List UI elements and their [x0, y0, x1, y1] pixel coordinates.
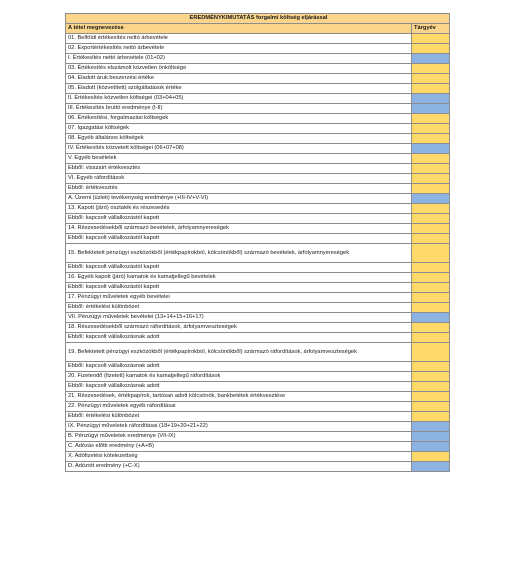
table-row — [66, 382, 450, 392]
row-label: IX. Pénzügyi műveletek ráfordításai (18+19+20+21+22) — [66, 422, 412, 432]
row-label: Ebből: kapcsolt vállalkozásnak adott — [66, 382, 412, 392]
column-header-value: Tárgyév — [412, 24, 450, 34]
table-row — [66, 64, 450, 74]
value-cell[interactable] — [412, 64, 450, 74]
value-cell[interactable] — [412, 214, 450, 224]
table-row — [66, 104, 450, 114]
table-row — [66, 372, 450, 382]
row-label: X. Adófizetési kötelezettség — [66, 452, 412, 462]
table-row — [66, 432, 450, 442]
value-cell[interactable] — [412, 343, 450, 362]
row-label: IV. Értékesítés közvetett költségei (06+07+08) — [66, 144, 412, 154]
table-row — [66, 283, 450, 293]
table-row — [66, 134, 450, 144]
table-row — [66, 442, 450, 452]
row-label: 01. Belföldi értékesítés nettó árbevétele — [66, 34, 412, 44]
value-cell[interactable] — [412, 74, 450, 84]
value-cell[interactable] — [412, 273, 450, 283]
table-row — [66, 402, 450, 412]
value-cell[interactable] — [412, 323, 450, 333]
value-cell[interactable] — [412, 164, 450, 174]
table-row — [66, 313, 450, 323]
value-cell[interactable] — [412, 54, 450, 64]
row-label: Ebből: visszaírt értékvesztés — [66, 164, 412, 174]
value-cell[interactable] — [412, 234, 450, 244]
table-row — [66, 124, 450, 134]
value-cell[interactable] — [412, 94, 450, 104]
value-cell[interactable] — [412, 452, 450, 462]
row-label: 19. Befektetett pénzügyi eszközökből (értékpapírokból, kölcsönökből) származó ráfordítások, árfolyamveszteségek — [66, 343, 412, 362]
table-row — [66, 293, 450, 303]
row-label: Ebből: kapcsolt vállalkozástól kapott — [66, 214, 412, 224]
value-cell[interactable] — [412, 333, 450, 343]
value-cell[interactable] — [412, 104, 450, 114]
table-title-row — [66, 14, 450, 24]
row-label: 02. Exportértékesítés nettó árbevétele — [66, 44, 412, 54]
value-cell[interactable] — [412, 34, 450, 44]
value-cell[interactable] — [412, 283, 450, 293]
table-row — [66, 333, 450, 343]
value-cell[interactable] — [412, 412, 450, 422]
table-row — [66, 84, 450, 94]
value-cell[interactable] — [412, 442, 450, 452]
value-cell[interactable] — [412, 174, 450, 184]
table-row — [66, 114, 450, 124]
value-cell[interactable] — [412, 134, 450, 144]
row-label: 21. Részesedések, értékpapírok, tartósan adott kölcsönök, bankbetétek értékvesztése — [66, 392, 412, 402]
value-cell[interactable] — [412, 244, 450, 263]
value-cell[interactable] — [412, 313, 450, 323]
row-label: II. Értékesítés közvetlen költségei (03+04+05) — [66, 94, 412, 104]
row-label: 13. Kapott (járó) osztalék és részesedés — [66, 204, 412, 214]
value-cell[interactable] — [412, 224, 450, 234]
table-row — [66, 194, 450, 204]
row-label: B. Pénzügyi műveletek eredménye (VII-IX) — [66, 432, 412, 442]
row-label: 16. Egyéb kapott (járó) kamatok és kamatjellegű bevételek — [66, 273, 412, 283]
table-row — [66, 273, 450, 283]
value-cell[interactable] — [412, 184, 450, 194]
row-label: Ebből: értékelési különbözet — [66, 412, 412, 422]
table-row — [66, 263, 450, 273]
table-row — [66, 462, 450, 472]
row-label: Ebből: kapcsolt vállalkozásnak adott — [66, 362, 412, 372]
row-label: I. Értékesítés nettó árbevétele (01+02) — [66, 54, 412, 64]
table-row — [66, 343, 450, 362]
row-label: Ebből: kapcsolt vállalkozásnak adott — [66, 333, 412, 343]
value-cell[interactable] — [412, 84, 450, 94]
row-label: Ebből: értékelési különbözet — [66, 303, 412, 313]
row-label: 07. Igazgatási költségek — [66, 124, 412, 134]
value-cell[interactable] — [412, 124, 450, 134]
table-row — [66, 422, 450, 432]
row-label: Ebből: kapcsolt vállalkozástól kapott — [66, 263, 412, 273]
table-row — [66, 54, 450, 64]
table-row — [66, 144, 450, 154]
value-cell[interactable] — [412, 154, 450, 164]
value-cell[interactable] — [412, 293, 450, 303]
row-label: 03. Értékesítés elszámolt közvetlen önköltsége — [66, 64, 412, 74]
row-label: 18. Részesedésekből származó ráfordítások, árfolyamveszteségek — [66, 323, 412, 333]
table-row — [66, 323, 450, 333]
table-row — [66, 234, 450, 244]
row-label: Ebből: kapcsolt vállalkozástól kapott — [66, 234, 412, 244]
table-title: EREDMÉNYKIMUTATÁS forgalmi költség eljárással — [66, 14, 450, 24]
table-row — [66, 244, 450, 263]
value-cell[interactable] — [412, 194, 450, 204]
row-label: 06. Értékesítési, forgalmazási költségek — [66, 114, 412, 124]
row-label: Ebből: értékvesztés — [66, 184, 412, 194]
row-label: Ebből: kapcsolt vállalkozástól kapott — [66, 283, 412, 293]
value-cell[interactable] — [412, 432, 450, 442]
row-label: III. Értékesítés bruttó eredménye (I-II) — [66, 104, 412, 114]
table-row — [66, 74, 450, 84]
value-cell[interactable] — [412, 303, 450, 313]
row-label: 05. Eladott (közvetített) szolgáltatások értéke — [66, 84, 412, 94]
table-row — [66, 204, 450, 214]
row-label: 15. Befektetett pénzügyi eszközökből (értékpapírokból, kölcsönökből) származó bevételek, árfolyamnyereségek — [66, 244, 412, 263]
value-cell[interactable] — [412, 392, 450, 402]
value-cell[interactable] — [412, 144, 450, 154]
table-row — [66, 392, 450, 402]
table-row — [66, 224, 450, 234]
table-row — [66, 164, 450, 174]
value-cell[interactable] — [412, 462, 450, 472]
value-cell[interactable] — [412, 362, 450, 372]
table-row — [66, 154, 450, 164]
table-row — [66, 214, 450, 224]
row-label: 20. Fizetendő (fizetett) kamatok és kamatjellegű ráfordítások — [66, 372, 412, 382]
value-cell[interactable] — [412, 382, 450, 392]
row-label: 22. Pénzügyi műveletek egyéb ráfordításai — [66, 402, 412, 412]
value-cell[interactable] — [412, 263, 450, 273]
value-cell[interactable] — [412, 422, 450, 432]
row-label: 04. Eladott áruk beszerzési értéke — [66, 74, 412, 84]
row-label: VI. Egyéb ráfordítások — [66, 174, 412, 184]
value-cell[interactable] — [412, 372, 450, 382]
value-cell[interactable] — [412, 204, 450, 214]
column-header-name: A tétel megnevezése — [66, 24, 412, 34]
table-row — [66, 94, 450, 104]
row-label: 08. Egyéb általános költségek — [66, 134, 412, 144]
row-label: C. Adózás előtti eredmény (+A+B) — [66, 442, 412, 452]
table-row — [66, 412, 450, 422]
row-label: 17. Pénzügyi műveletek egyéb bevételei — [66, 293, 412, 303]
value-cell[interactable] — [412, 402, 450, 412]
row-label: 14. Részesedésekből származó bevételek, árfolyamnyereségek — [66, 224, 412, 234]
value-cell[interactable] — [412, 114, 450, 124]
row-label: V. Egyéb bevételek — [66, 154, 412, 164]
value-cell[interactable] — [412, 44, 450, 54]
table-row — [66, 184, 450, 194]
table-row — [66, 174, 450, 184]
income-statement-table — [65, 13, 450, 472]
row-label: VII. Pénzügyi műveletek bevételei (13+14+15+16+17) — [66, 313, 412, 323]
row-label: A. Üzemi (üzleti) tevékenység eredménye (+III-IV+V-VI) — [66, 194, 412, 204]
table-row — [66, 362, 450, 372]
table-row — [66, 452, 450, 462]
row-label: D. Adózott eredmény (+C-X) — [66, 462, 412, 472]
table-row — [66, 44, 450, 54]
table-header-row — [66, 24, 450, 34]
table-row — [66, 34, 450, 44]
table-row — [66, 303, 450, 313]
table-body — [66, 14, 450, 472]
